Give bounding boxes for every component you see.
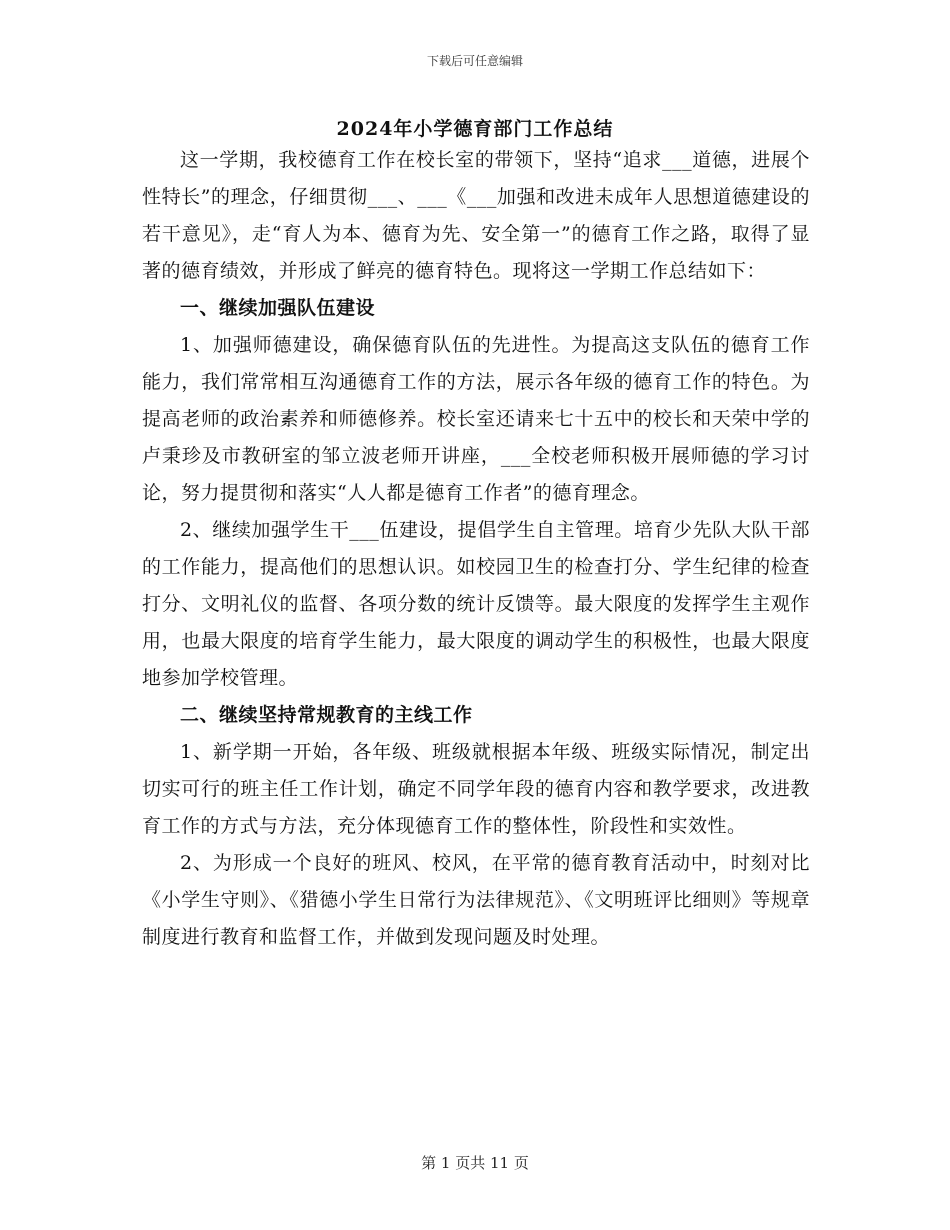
section-2-paragraph-2: 2、为形成一个良好的班风、校风，在平常的德育教育活动中，时刻对比《小学生守则》、《猎德小学生日常行为法律规范》、《文明班评比细则》等规章制度进行教育和监督工作，并做到发现问题及时处理。 (142, 852, 810, 948)
document-body (142, 142, 810, 956)
intro-paragraph: 这一学期，我校德育工作在校长室的带领下，坚持“追求___道德，进展个性特长”的理念，仔细贯彻___、___《___加强和改进未成年人思想道德建设的若干意见》，走“育人为本、德育为先、安全第一”的德育工作之路，取得了显著的德育绩效，并形成了鲜亮的德育特色。现将这一学期工作总结如下： (142, 149, 810, 282)
document-title: 2024年小学德育部门工作总结 (336, 118, 614, 140)
page-number: 第 1 页共 11 页 (421, 1154, 529, 1172)
section-1-paragraph-2: 2、继续加强学生干___伍建设，提倡学生自主管理。培育少先队大队干部的工作能力，提高他们的思想认识。如校园卫生的检查打分、学生纪律的检查打分、文明礼仪的监督、各项分数的统计反馈等。最大限度的发挥学生主观作用，也最大限度的培育学生能力，最大限度的调动学生的积极性，也最大限度地参加学校管理。 (142, 519, 810, 689)
section-2-paragraph-1: 1、新学期一开始，各年级、班级就根据本年级、班级实际情况，制定出切实可行的班主任工作计划，确定不同学年段的德育内容和教学要求，改进教育工作的方式与方法，充分体现德育工作的整体性，阶段性和实效性。 (142, 741, 810, 837)
section-1-paragraph-1: 1、加强师德建设，确保德育队伍的先进性。为提高这支队伍的德育工作能力，我们常常相互沟通德育工作的方法，展示各年级的德育工作的特色。为提高老师的政治素养和师德修养。校长室还请来七十五中的校长和天荣中学的卢秉珍及市教研室的邹立波老师开讲座，___全校老师积极开展师德的学习讨论，努力提贯彻和落实“人人都是德育工作者”的德育理念。 (142, 334, 810, 504)
section-2-heading: 二、继续坚持常规教育的主线工作 (180, 704, 473, 726)
page-header-note: 下载后可任意编辑 (426, 54, 523, 68)
section-1-heading: 一、继续加强队伍建设 (180, 297, 376, 319)
